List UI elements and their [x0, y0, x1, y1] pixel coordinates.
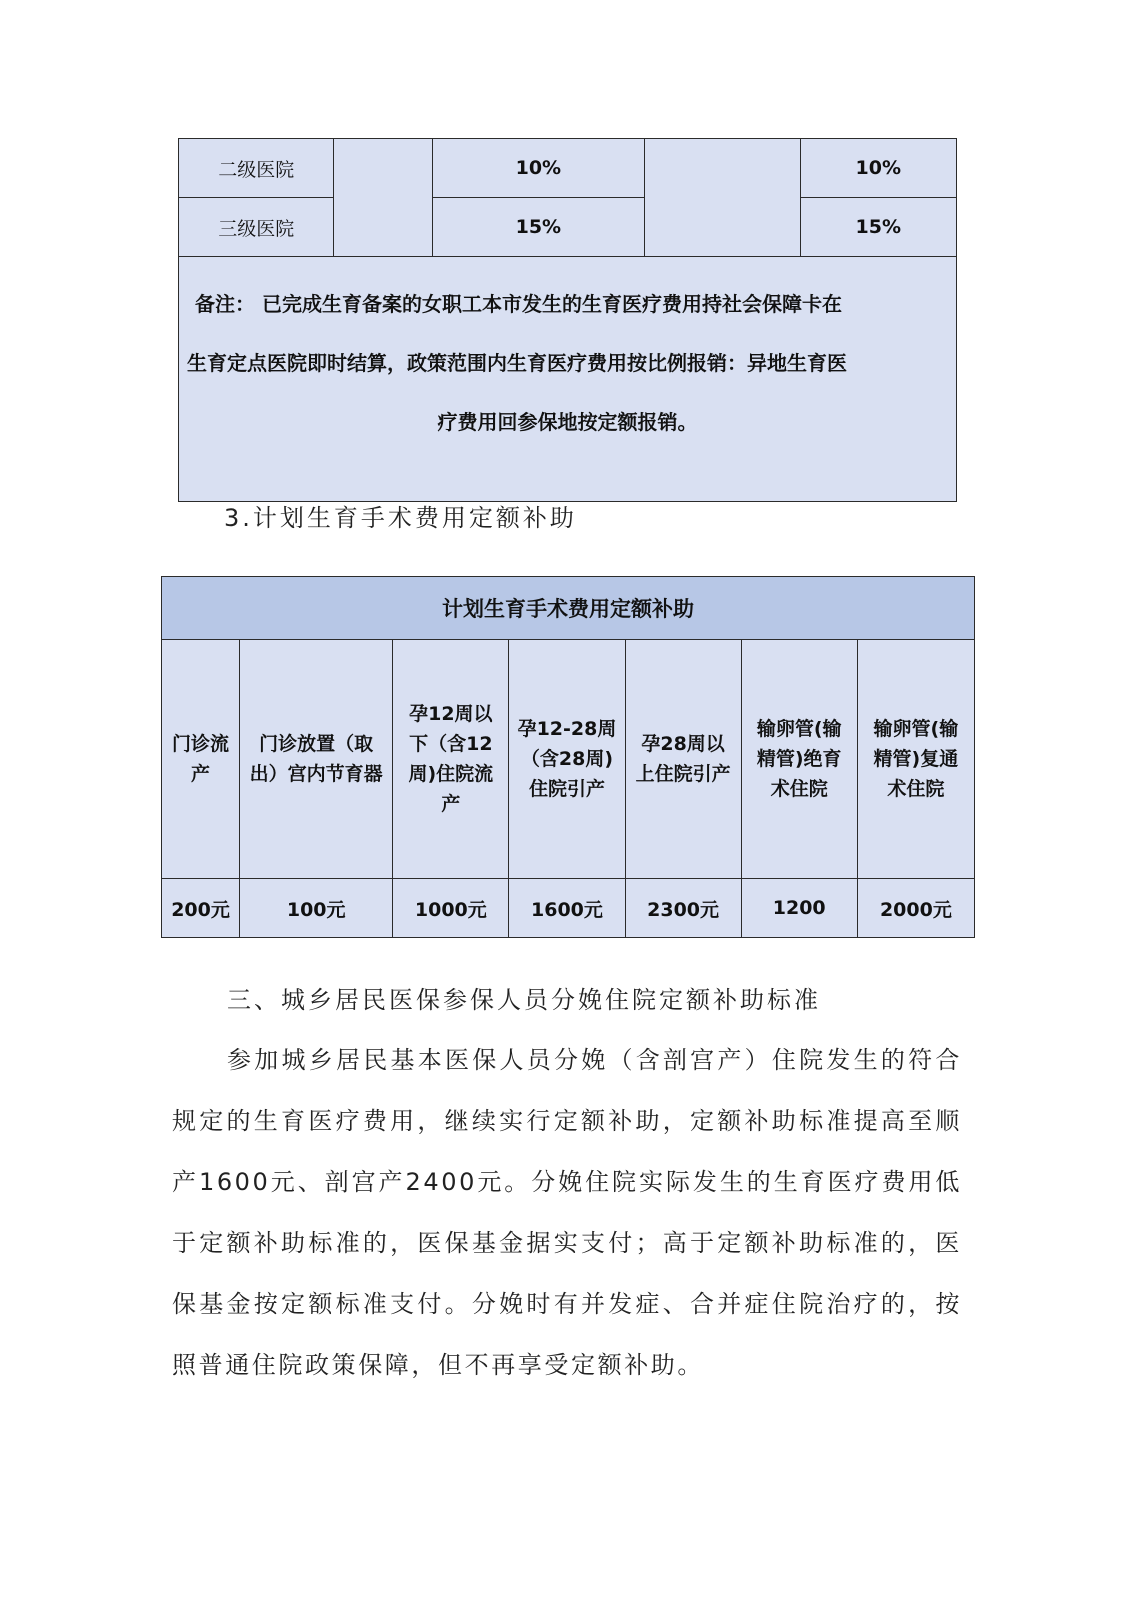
value-cell: 1600元 — [509, 879, 625, 938]
rate-cell: 10% — [432, 139, 645, 198]
table-title-row — [162, 577, 975, 640]
header-cell — [240, 640, 393, 879]
header-label: 输卵管(输精管)绝育术住院 — [756, 718, 842, 800]
header-label: 门诊放置（取出）宫内节育器 — [249, 733, 383, 785]
header-label: 孕28周以上住院引产 — [635, 733, 731, 785]
section-heading: 3.计划生育手术费用定额补助 — [224, 504, 577, 532]
header-label: 孕12周以下（含12周)住院流产 — [408, 703, 494, 815]
table-row — [179, 198, 957, 257]
note-line: 生育定点医院即时结算，政策范围内生育医疗费用按比例报销：异地生育医 — [187, 351, 847, 375]
hospital-level-cell: 三级医院 — [179, 198, 334, 257]
note-row — [179, 257, 957, 502]
subsidy-table — [161, 576, 975, 938]
section-heading: 三、城乡居民医保参保人员分娩住院定额补助标准 — [227, 986, 821, 1014]
value-cell: 1000元 — [393, 879, 509, 938]
rate-cell: 15% — [432, 198, 645, 257]
note-cell — [179, 257, 957, 502]
body-paragraph: 参加城乡居民基本医保人员分娩（含剖宫产）住院发生的符合规定的生育医疗费用，继续实行定额补助，定额补助标准提高至顺产1600元、剖宫产2400元。分娩住院实际发生的生育医疗费用低于定额补助标准的，医保基金据实支付；高于定额补助标准的，医保基金按定额标准支付。分娩时有并发症、合并症住院治疗的，按照普通住院政策保障，但不再享受定额补助。 — [172, 1046, 962, 1379]
value-cell: 200元 — [162, 879, 240, 938]
header-cell — [741, 640, 857, 879]
note-line: 备注： 已完成生育备案的女职工本市发生的生育医疗费用持社会保障卡在 — [195, 292, 842, 316]
header-cell — [393, 640, 509, 879]
empty-cell — [645, 139, 800, 257]
value-cell: 100元 — [240, 879, 393, 938]
value-cell: 2300元 — [625, 879, 741, 938]
table-row — [162, 879, 975, 938]
header-cell — [509, 640, 625, 879]
value-cell: 1200 — [741, 879, 857, 938]
table-row — [179, 139, 957, 198]
rate-cell: 10% — [800, 139, 956, 198]
header-label: 门诊流产 — [172, 733, 230, 785]
rate-cell: 15% — [800, 198, 956, 257]
header-label: 孕12-28周（含28周)住院引产 — [517, 718, 617, 800]
table-title: 计划生育手术费用定额补助 — [162, 577, 975, 640]
header-cell — [162, 640, 240, 879]
note-line: 疗费用回参保地按定额报销。 — [437, 410, 698, 434]
header-cell — [857, 640, 974, 879]
table-header-row — [162, 640, 975, 879]
header-label: 输卵管(输精管)复通术住院 — [873, 718, 959, 800]
reimbursement-table — [178, 138, 957, 502]
header-cell — [625, 640, 741, 879]
empty-cell — [334, 139, 432, 257]
value-cell: 2000元 — [857, 879, 974, 938]
hospital-level-cell: 二级医院 — [179, 139, 334, 198]
